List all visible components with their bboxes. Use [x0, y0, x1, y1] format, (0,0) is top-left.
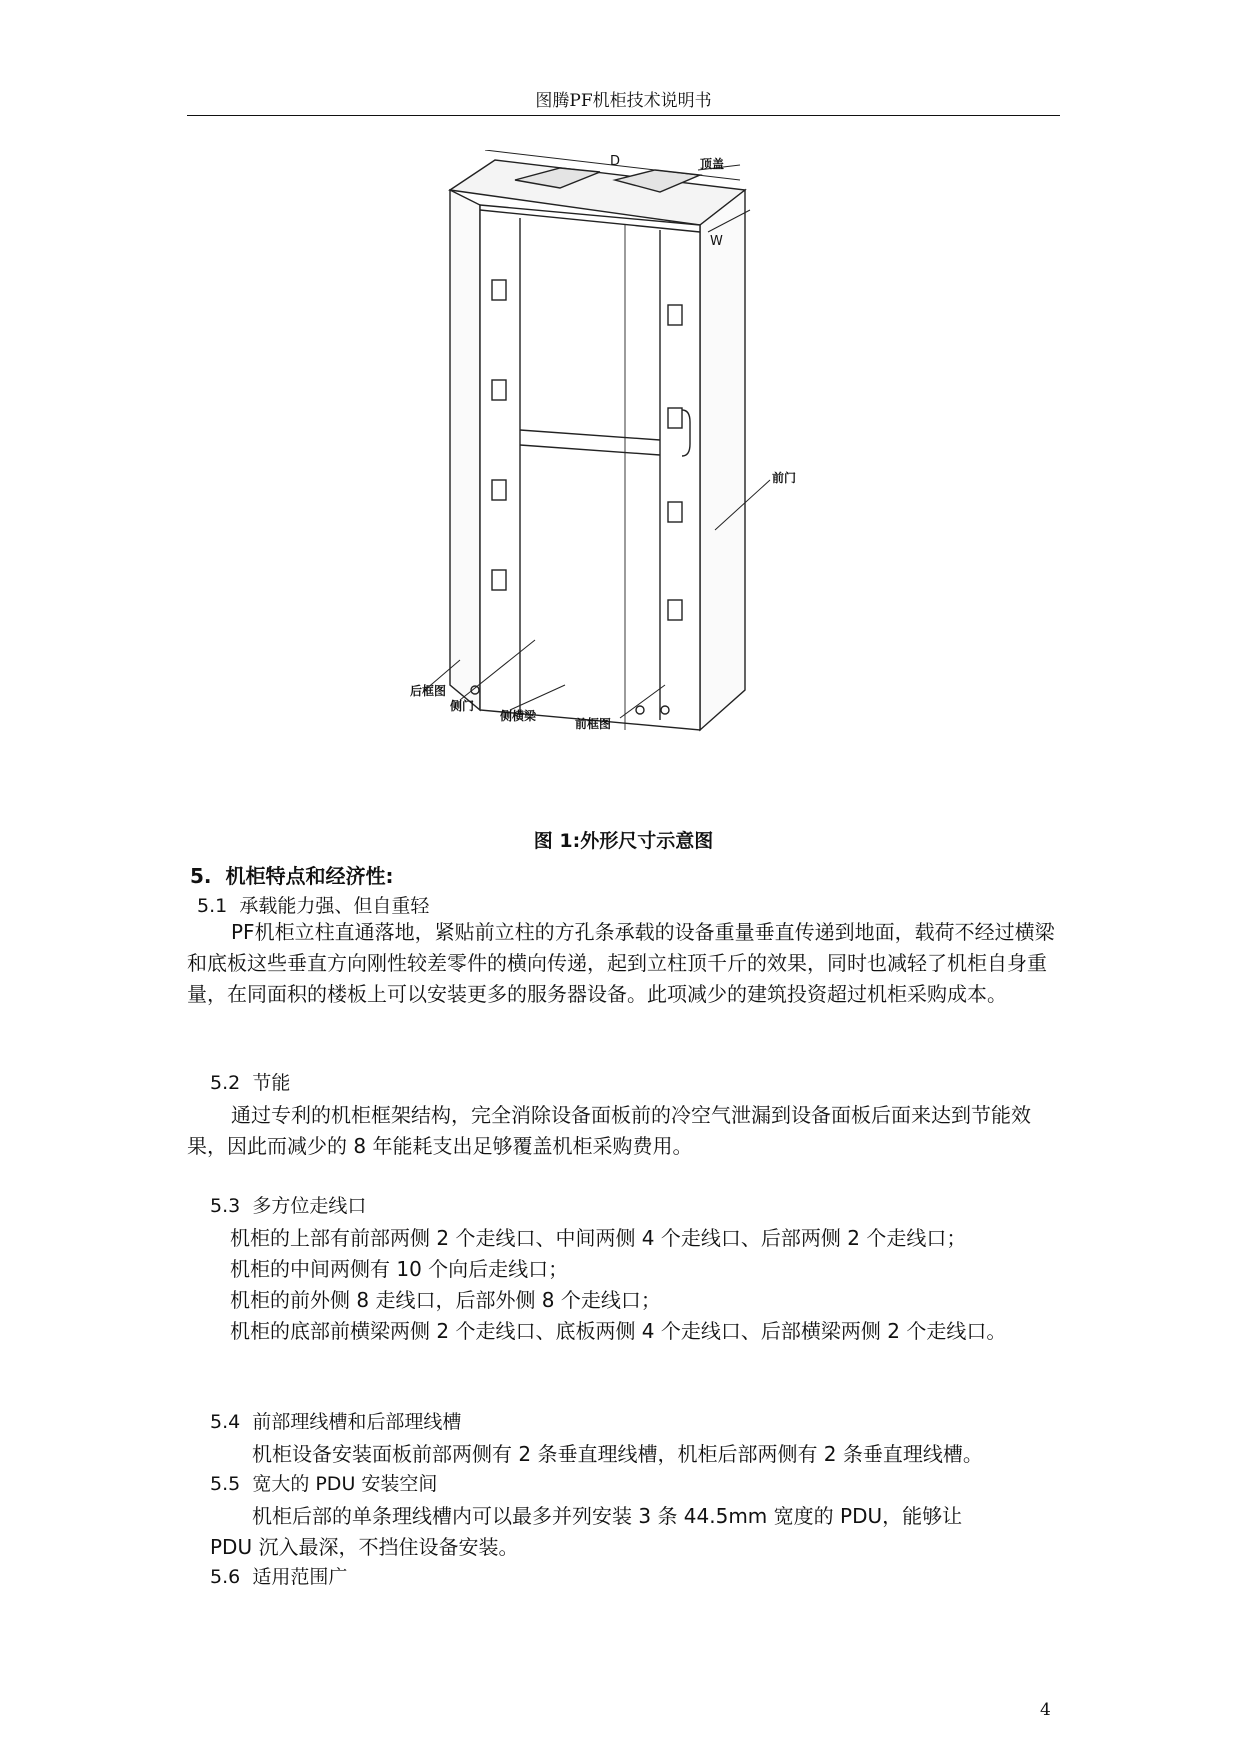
front-door-label: 前门: [772, 471, 797, 485]
section-heading: [190, 860, 393, 889]
dim-d-label: D: [610, 154, 621, 169]
page-header: 图腾PF机柜技术说明书: [535, 91, 712, 111]
rear-frame-label: 后框图: [410, 684, 447, 698]
subsection-5-5-heading: [210, 1469, 437, 1496]
paragraph-text: 通过专利的机柜框架结构，完全消除设备面板前的冷空气泄漏到设备面板后面来达到节能效果，因此而减少的 8 年能耗支出足够覆盖机柜采购费用。: [187, 1103, 1031, 1158]
subsection-5-1-heading: [197, 891, 429, 918]
subsection-5-4-heading: [210, 1407, 461, 1434]
subsection-title: 前部理线槽和后部理线槽: [252, 1411, 462, 1433]
routing-line-3: 机柜的前外侧 8 走线口，后部外侧 8 个走线口；: [230, 1288, 661, 1312]
figure-caption: 图 1:外形尺寸示意图: [533, 830, 714, 852]
front-frame-label: 前框图: [575, 717, 612, 731]
top-cover-label: 顶盖: [700, 157, 725, 171]
cabinet-drawing: [400, 150, 880, 810]
side-door-label: 侧门: [450, 699, 475, 713]
subsection-number: 5.3: [210, 1195, 241, 1217]
cable-tray-line: 机柜设备安装面板前部两侧有 2 条垂直理线槽，机柜后部两侧有 2 条垂直理线槽。: [252, 1442, 983, 1466]
cabinet-figure: [400, 150, 880, 810]
page-number: 4: [1040, 1700, 1051, 1720]
subsection-title: 节能: [252, 1072, 291, 1094]
routing-line-2: 机柜的中间两侧有 10 个向后走线口；: [230, 1257, 569, 1281]
subsection-number: 5.1: [197, 895, 228, 917]
subsection-title: 多方位走线口: [252, 1195, 367, 1217]
dim-w-label: W: [710, 234, 723, 249]
section-title: 机柜特点和经济性:: [225, 864, 394, 888]
routing-line-1: 机柜的上部有前部两侧 2 个走线口、中间两侧 4 个走线口、后部两侧 2 个走线口；: [230, 1226, 967, 1250]
pdu-line-2: PDU 沉入最深，不挡住设备安装。: [210, 1535, 519, 1559]
subsection-number: 5.5: [210, 1473, 241, 1495]
subsection-5-1-paragraph: [187, 917, 1062, 1010]
subsection-title: 适用范围广: [252, 1566, 348, 1588]
section-number: 5.: [190, 864, 212, 888]
subsection-title: 宽大的 PDU 安装空间: [252, 1473, 438, 1495]
paragraph-text: PF机柜立柱直通落地，紧贴前立柱的方孔条承载的设备重量垂直传递到地面，载荷不经过横梁和底板这些垂直方向刚性较差零件的横向传递，起到立柱顶千斤的效果，同时也减轻了机柜自身重量，在同面积的楼板上可以安装更多的服务器设备。此项减少的建筑投资超过机柜采购成本。: [187, 920, 1055, 1006]
subsection-number: 5.6: [210, 1566, 241, 1588]
subsection-number: 5.2: [210, 1072, 241, 1094]
subsection-5-2-paragraph: [187, 1100, 1062, 1162]
subsection-title: 承载能力强、但自重轻: [239, 895, 430, 917]
subsection-5-6-heading: [210, 1562, 347, 1589]
routing-line-4: 机柜的底部前横梁两侧 2 个走线口、底板两侧 4 个走线口、后部横梁两侧 2 个走线口。: [230, 1319, 1007, 1343]
subsection-5-2-heading: [210, 1068, 290, 1095]
header-divider: [187, 115, 1060, 116]
pdu-line-1: 机柜后部的单条理线槽内可以最多并列安装 3 条 44.5mm 宽度的 PDU，能够让: [252, 1504, 963, 1528]
subsection-5-3-heading: [210, 1191, 366, 1218]
subsection-number: 5.4: [210, 1411, 241, 1433]
side-beam-label: 侧横梁: [500, 709, 537, 723]
